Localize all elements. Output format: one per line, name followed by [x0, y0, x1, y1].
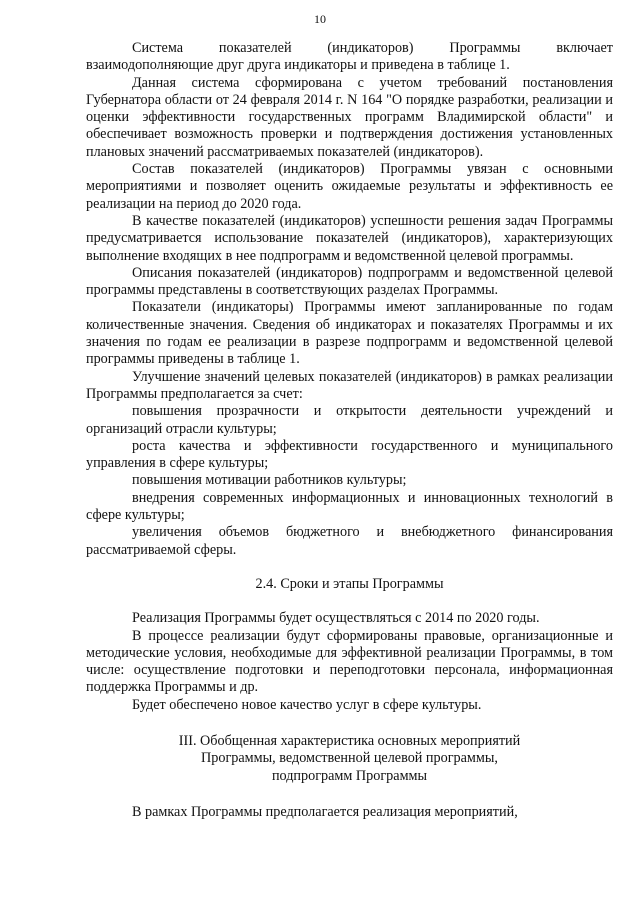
list-item: повышения мотивации работников культуры;: [132, 472, 407, 489]
section-heading-line: Программы, ведомственной целевой программы,: [201, 750, 498, 767]
paragraph: Данная система сформирована с учетом требований постановления Губернатора области от 24 февраля 2014 г. N 164 "О порядке разработки, реализации и оценки эффективности государственных программ Владимирской области" и обеспечивает возможность проверки и подтверждения достижения установленных плановых значений рассматриваемых показателей (индикаторов).: [86, 74, 613, 160]
paragraph: В процессе реализации будут сформированы правовые, организационные и методические условия, необходимые для эффективной реализации Программы, в том числе: осуществление подготовки и переподготовки персонала, информационная поддержка Программы и др.: [86, 627, 613, 696]
section-heading-line: III. Обобщенная характеристика основных мероприятий: [178, 732, 521, 749]
paragraph: Описания показателей (индикаторов) подпрограмм и ведомственной целевой программы представлены в соответствующих разделах Программы.: [86, 264, 613, 299]
page-number: 10: [314, 12, 326, 26]
paragraph: В качестве показателей (индикаторов) успешности решения задач Программы предусматривается использование показателей (индикаторов), характеризующих выполнение входящих в нее подпрограмм и ведомственной целевой программы.: [86, 212, 613, 264]
paragraph: Реализация Программы будет осуществляться с 2014 по 2020 годы.: [132, 610, 540, 627]
paragraph: Система показателей (индикаторов) Программы включает взаимодополняющие друг друга индикаторы и приведена в таблице 1.: [86, 40, 613, 74]
list-item: внедрения современных информационных и инновационных технологий в сфере культуры;: [86, 489, 613, 524]
list-item: увеличения объемов бюджетного и внебюджетного финансирования рассматриваемой сферы.: [86, 524, 613, 558]
paragraph: Показатели (индикаторы) Программы имеют запланированные по годам количественные значения. Сведения об индикаторах и показателях Программы и их значения по годам ее реализации в разрезе подпрограмм и ведомственной целевой программы приведены в таблице 1.: [86, 299, 613, 368]
document-body: [86, 40, 613, 821]
list-item: роста качества и эффективности государственного и муниципального управления в сфере культуры;: [86, 437, 613, 472]
section-heading-line: подпрограмм Программы: [271, 767, 428, 784]
paragraph: Будет обеспечено новое качество услуг в сфере культуры.: [132, 696, 482, 713]
paragraph: Улучшение значений целевых показателей (индикаторов) в рамках реализации Программы предполагается за счет:: [86, 368, 613, 402]
list-item: повышения прозрачности и открытости деятельности учреждений и организаций отрасли культуры;: [86, 403, 613, 437]
section-heading: [86, 733, 613, 785]
paragraph: Состав показателей (индикаторов) Программы увязан с основными мероприятиями и позволяет оценить ожидаемые результаты и эффективность ее реализации на период до 2020 года.: [86, 161, 613, 212]
paragraph: В рамках Программы предполагается реализация мероприятий,: [132, 803, 518, 820]
section-heading: 2.4. Сроки и этапы Программы: [255, 575, 444, 592]
